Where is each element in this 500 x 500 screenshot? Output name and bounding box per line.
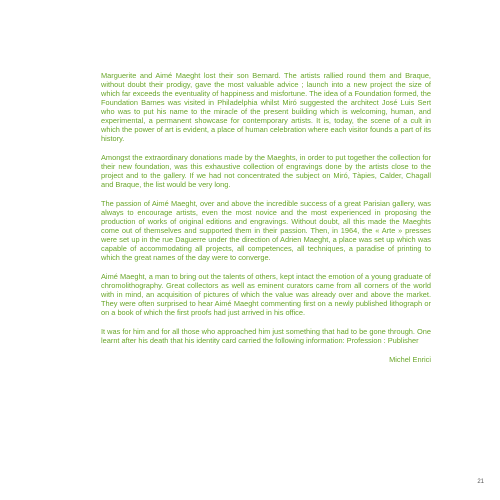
paragraph-5: It was for him and for all those who approached him just something that had to be gone through. One learnt after his death that his identity card carried the following information: Profession : Publisher <box>101 327 431 345</box>
paragraph-3: The passion of Aimé Maeght, over and above the incredible success of a great Parisian gallery, was always to encourage artists, even the most novice and the most experienced in proposing the production of works of original editions and engravings. Without doubt, all this made the Maeghts come out of themselves and supported them in their passion. Then, in 1964, the « Arte » presses were set up in the rue Daguerre under the direction of Adrien Maeght, a place was set up which was capable of accommodating all projects, all competences, all techniques, a paradise of printing to which the great names of the day were to converge. <box>101 199 431 262</box>
article-body <box>101 71 431 364</box>
paragraph-4: Aimé Maeght, a man to bring out the talents of others, kept intact the emotion of a young graduate of chromolithography. Great collectors as well as eminent curators came from all corners of the world with in mind, an acquisition of pictures of which the value was already over and above the market. They were often surprised to hear Aimé Maeght commenting first on a newly published lithograph or on a book of which the first proofs had just arrived in his office. <box>101 272 431 317</box>
page-number: 21 <box>477 479 484 485</box>
paragraph-2: Amongst the extraordinary donations made by the Maeghts, in order to put together the collection for their new foundation, was this exhaustive collection of engravings done by the artists close to the project and to the gallery. If we had not concentrated the subject on Miró, Tàpies, Calder, Chagall and Braque, the list would be very long. <box>101 153 431 189</box>
paragraph-1: Marguerite and Aimé Maeght lost their son Bernard. The artists rallied round them and Braque, without doubt their prodigy, gave the most valuable advice ; launch into a new project the size of which far exceeds the eventuality of happiness and misfortune. The idea of a Foundation formed, the Foundation Barnes was visited in Philadelphia whilst Miró suggested the architect José Luis Sert who was to put his name to the miracle of the present building which is welcoming, human, and experimental, a permanent showcase for contemporary artists. It is, today, the scene of a cult in which the power of art is evident, a place of human celebration where each visitor founds a part of its history. <box>101 71 431 143</box>
author-signature: Michel Enrici <box>389 355 431 364</box>
